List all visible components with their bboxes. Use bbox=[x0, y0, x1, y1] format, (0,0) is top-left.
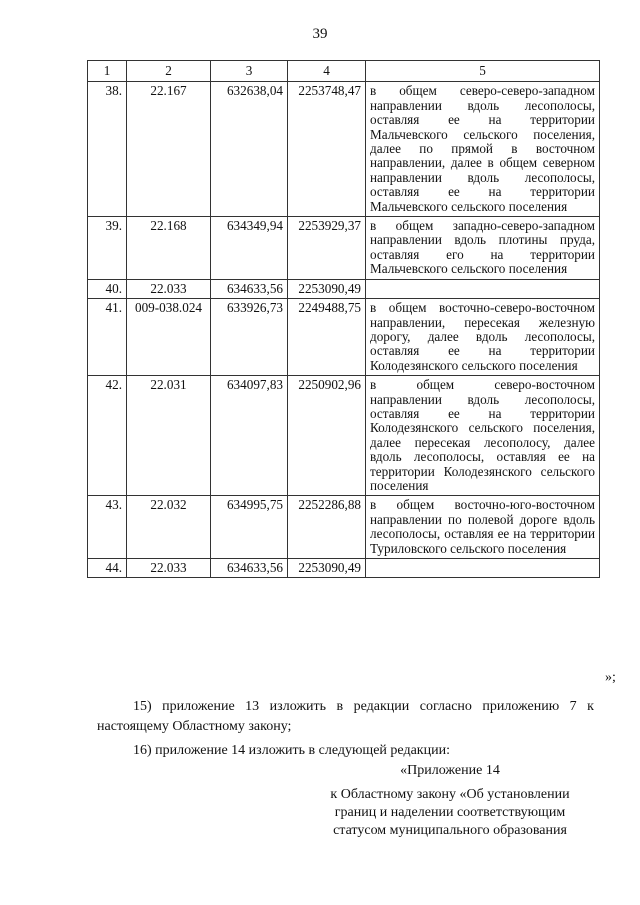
coordinate-y: 2253748,47 bbox=[288, 82, 366, 217]
coordinate-y: 2253929,37 bbox=[288, 217, 366, 280]
boundary-description: в общем северо-северо-западном направлении вдоль лесополосы, оставляя ее на территории Мальчевского сельского поселения, далее по прямой в восточном направлении, далее в общем северном направлении вдоль лесополосы, оставляя ее на территории Мальчевского сельского поселения bbox=[366, 82, 600, 217]
boundary-description bbox=[366, 559, 600, 578]
appendix-subtitle-line-2: границ и наделении соответствующим bbox=[334, 805, 566, 820]
row-number: 44. bbox=[88, 559, 127, 578]
column-header: 4 bbox=[288, 61, 366, 82]
point-code: 22.032 bbox=[127, 496, 211, 559]
coordinate-x: 632638,04 bbox=[211, 82, 288, 217]
coordinate-y: 2253090,49 bbox=[288, 279, 366, 298]
row-number: 43. bbox=[88, 496, 127, 559]
coordinate-y: 2253090,49 bbox=[288, 559, 366, 578]
appendix-title: «Приложение 14 bbox=[400, 763, 500, 778]
coordinate-y: 2249488,75 bbox=[288, 299, 366, 376]
point-code: 22.031 bbox=[127, 376, 211, 496]
coordinate-x: 634995,75 bbox=[211, 496, 288, 559]
table-row bbox=[88, 299, 600, 376]
column-header: 1 bbox=[88, 61, 127, 82]
paragraph-item-16: 16) приложение 14 изложить в следующей редакции: bbox=[133, 743, 450, 758]
boundary-description: в общем северо-восточном направлении вдоль лесополосы, оставляя ее на территории Колодезянского сельского поселения, далее пересекая лесополосу, далее вдоль лесополосы, оставляя ее на территории Колодезянского сельского поселения bbox=[366, 376, 600, 496]
table-row bbox=[88, 559, 600, 578]
table-row bbox=[88, 279, 600, 298]
page-number: 39 bbox=[312, 26, 328, 42]
boundary-description: в общем восточно-северо-восточном направлении, пересекая железную дорогу, далее вдоль лесополосы, оставляя ее на территории Колодезянского сельского поселения bbox=[366, 299, 600, 376]
coordinate-x: 634633,56 bbox=[211, 559, 288, 578]
coordinate-x: 634633,56 bbox=[211, 279, 288, 298]
row-number: 42. bbox=[88, 376, 127, 496]
point-code: 22.168 bbox=[127, 217, 211, 280]
table-row bbox=[88, 496, 600, 559]
row-number: 38. bbox=[88, 82, 127, 217]
column-header: 3 bbox=[211, 61, 288, 82]
column-header: 5 bbox=[366, 61, 600, 82]
boundary-description: в общем западно-северо-западном направлении вдоль плотины пруда, оставляя его на территории Мальчевского сельского поселения bbox=[366, 217, 600, 280]
table-header-row bbox=[88, 61, 600, 82]
appendix-subtitle-line-3: статусом муниципального образования bbox=[333, 823, 567, 838]
coordinate-x: 634097,83 bbox=[211, 376, 288, 496]
boundary-description: в общем восточно-юго-восточном направлении по полевой дороге вдоль лесополосы, оставляя ее на территории Туриловского сельского поселения bbox=[366, 496, 600, 559]
row-number: 40. bbox=[88, 279, 127, 298]
boundary-points-table bbox=[87, 60, 600, 578]
table-row bbox=[88, 376, 600, 496]
row-number: 41. bbox=[88, 299, 127, 376]
row-number: 39. bbox=[88, 217, 127, 280]
appendix-subtitle-line-1: к Областному закону «Об установлении bbox=[330, 787, 570, 802]
paragraph-item-15: 15) приложение 13 изложить в редакции согласно приложению 7 к настоящему Областному закону; bbox=[97, 699, 594, 734]
table-closing-mark: »; bbox=[605, 670, 616, 685]
point-code: 22.033 bbox=[127, 559, 211, 578]
coordinate-x: 634349,94 bbox=[211, 217, 288, 280]
column-header: 2 bbox=[127, 61, 211, 82]
table-row bbox=[88, 82, 600, 217]
point-code: 22.167 bbox=[127, 82, 211, 217]
coordinate-y: 2252286,88 bbox=[288, 496, 366, 559]
point-code: 009-038.024 bbox=[127, 299, 211, 376]
boundary-description bbox=[366, 279, 600, 298]
table-row bbox=[88, 217, 600, 280]
point-code: 22.033 bbox=[127, 279, 211, 298]
coordinate-x: 633926,73 bbox=[211, 299, 288, 376]
coordinate-y: 2250902,96 bbox=[288, 376, 366, 496]
